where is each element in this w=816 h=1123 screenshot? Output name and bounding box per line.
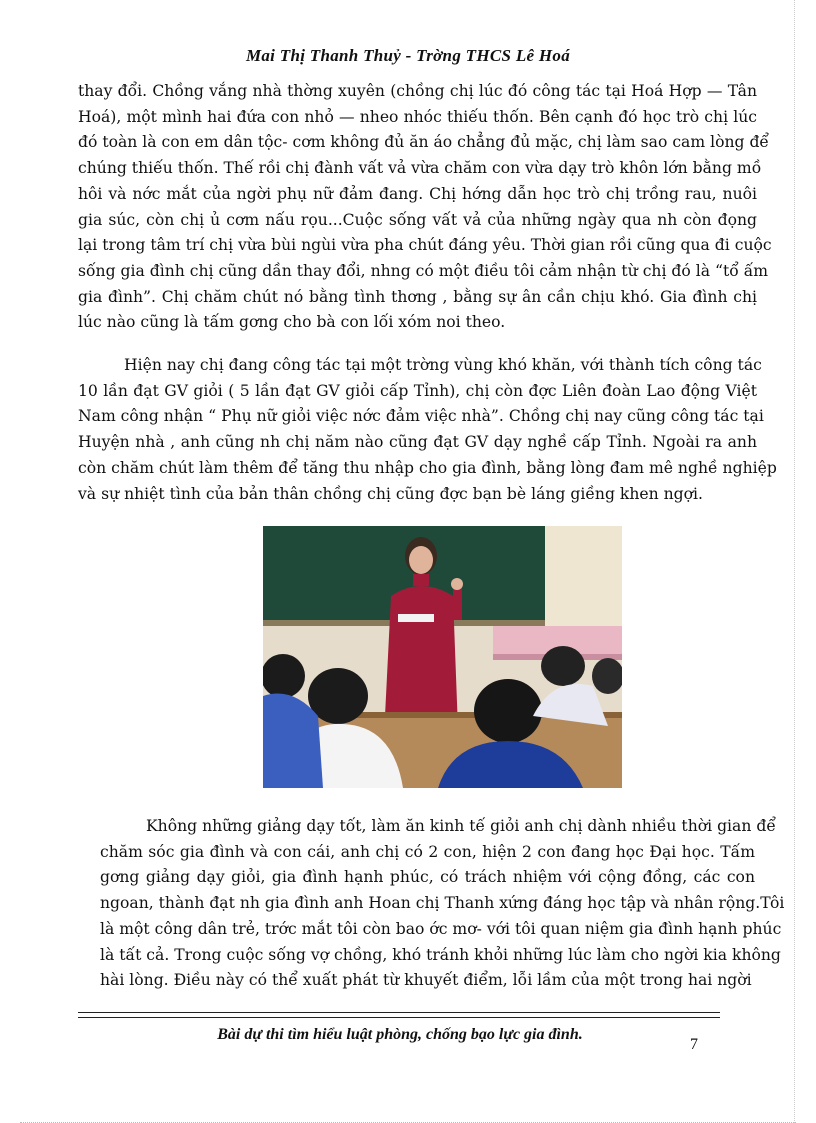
text-line: chúng thiếu thốn. Thế rồi chị đành vất vả vừa chăm con vừa dạy trò khôn lớn bằng mồ [78, 159, 762, 178]
page-number: 7 [690, 1036, 698, 1053]
text-line: hôi và nớc mắt của ngời phụ nữ đảm đang. Chị hớng dẫn học trò chị trồng rau, nuôi [78, 184, 757, 203]
footer-divider [78, 1012, 720, 1013]
text-line: lúc nào cũng là tấm gơng cho bà con lối xóm noi theo. [78, 313, 506, 332]
page-header: Mai Thị Thanh Thuỷ - Trờng THCS Lê Hoá [245, 46, 571, 65]
page-border [794, 0, 795, 1123]
text-line: gia súc, còn chị ủ cơm nấu rọu...Cuộc sống vất vả của những ngày qua nh còn đọng [78, 210, 757, 229]
text-line: ngoan, thành đạt nh gia đình anh Hoan chị Thanh xứng đáng học tập và nhân rộng.Tôi [100, 894, 785, 913]
page-footer: Bài dự thi tìm hiểu luật phòng, chống bạo lực gia đình. [217, 1026, 583, 1043]
text-line: Không những giảng dạy tốt, làm ăn kinh tế giỏi anh chị dành nhiều thời gian để [146, 817, 776, 835]
text-line: sống gia đình chị cũng dần thay đổi, nhng có một điều tôi cảm nhận từ chị đó là “tổ ấm [78, 261, 769, 280]
text-line: lại trong tâm trí chị vừa bùi ngùi vừa pha chút đáng yêu. Thời gian rồi cũng qua đi cuộc [78, 236, 772, 255]
text-line: và sự nhiệt tình của bản thân chồng chị cũng đợc bạn bè láng giềng khen ngợi. [78, 484, 703, 503]
text-line: Nam công nhận “ Phụ nữ giỏi việc nớc đảm việc nhà”. Chồng chị nay cũng công tác tại [78, 407, 764, 426]
paragraph-2 [78, 353, 777, 507]
text-line: chăm sóc gia đình và con cái, anh chị có 2 con, hiện 2 con đang học Đại học. Tấm [100, 842, 755, 861]
footer-divider [78, 1017, 720, 1018]
text-line: đó toàn là con em dân tộc- cơm không đủ ăn áo chẳng đủ mặc, chị làm sao cam lòng để [78, 133, 770, 152]
text-line: 10 lần đạt GV giỏi ( 5 lần đạt GV giỏi cấp Tỉnh), chị còn đợc Liên đoàn Lao động Việt [78, 381, 757, 400]
text-line: gơng giảng dạy giỏi, gia đình hạnh phúc, có trách nhiệm với cộng đồng, các con [100, 868, 755, 887]
text-line: là một công dân trẻ, trớc mắt tôi còn bao ớc mơ- với tôi quan niệm gia đình hạnh phúc [100, 919, 782, 938]
classroom-photo [263, 526, 622, 788]
text-line: Hiện nay chị đang công tác tại một trờng vùng khó khăn, với thành tích công tác [124, 356, 762, 374]
paragraph-1 [78, 79, 772, 336]
classroom-illustration [263, 526, 622, 788]
text-line: Hoá), một mình hai đứa con nhỏ — nheo nhóc thiếu thốn. Bên cạnh đó học trò chị lúc [78, 107, 757, 126]
paragraph-3 [100, 814, 785, 994]
text-line: là tất cả. Trong cuộc sống vợ chồng, khó tránh khỏi những lúc làm cho ngời kia không [100, 945, 781, 964]
text-line: còn chăm chút làm thêm để tăng thu nhập cho gia đình, bằng lòng đam mê nghề nghiệp [78, 458, 777, 477]
text-line: thay đổi. Chồng vắng nhà thờng xuyên (chồng chị lúc đó công tác tại Hoá Hợp — Tân [78, 82, 757, 100]
text-line: hài lòng. Điều này có thể xuất phát từ khuyết điểm, lỗi lầm của một trong hai ngời [100, 971, 752, 990]
text-line: gia đình”. Chị chăm chút nó bằng tình thơng , bằng sự ân cần chịu khó. Gia đình chị [78, 287, 757, 306]
text-line: Huyện nhà , anh cũng nh chị năm nào cũng đạt GV dạy nghề cấp Tỉnh. Ngoài ra anh [78, 433, 757, 452]
